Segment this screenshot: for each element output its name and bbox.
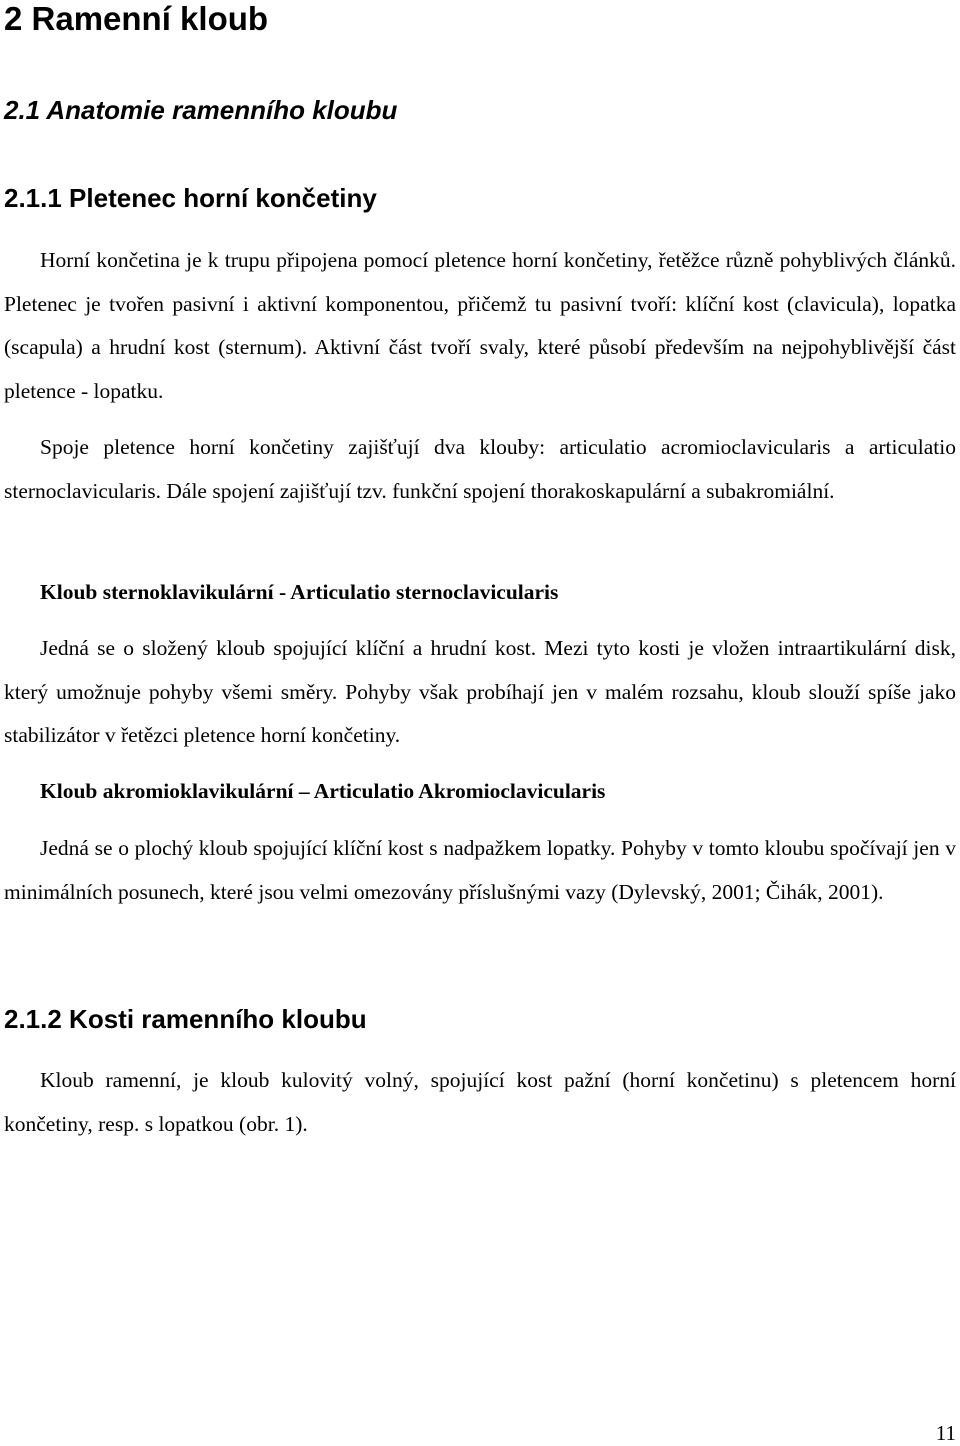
subsection-heading-kosti: 2.1.2 Kosti ramenního kloubu xyxy=(4,1004,367,1034)
chapter-heading: 2 Ramenní kloub xyxy=(4,0,269,37)
paragraph-kosti: Kloub ramenní, je kloub kulovitý volný, spojující kost pažní (horní končetinu) s pletencem horní končetiny, resp. s lopatkou (obr. 1). xyxy=(4,1068,956,1136)
subheading-sternoclavicular: Kloub sternoklavikulární - Articulatio sternoclavicularis xyxy=(40,580,559,604)
section-heading: 2.1 Anatomie ramenního kloubu xyxy=(4,95,398,125)
subsection-heading-pletenec: 2.1.1 Pletenec horní končetiny xyxy=(4,183,377,213)
page-number: 11 xyxy=(935,1421,956,1445)
paragraph-pletenec-intro: Horní končetina je k trupu připojena pomocí pletence horní končetiny, řetěžce různě pohyblivých článků. Pletenec je tvořen pasivní i aktivní komponentou, přičemž tu pasivní tvoří: klíční kost (clavicula), lopatka (scapula) a hrudní kost (sternum). Aktivní část tvoří svaly, které působí především na nejpohyblivější část pletence - lopatku. xyxy=(4,248,956,403)
paragraph-pletenec-spoje: Spoje pletence horní končetiny zajišťují dva klouby: articulatio acromioclavicularis a articulatio sternoclavicularis. Dále spojení zajišťují tzv. funkční spojení thorakoskapulární a subakromiální. xyxy=(4,435,956,503)
paragraph-sternoclavicular: Jedná se o složený kloub spojující klíční a hrudní kost. Mezi tyto kosti je vložen intraartikulární disk, který umožnuje pohyby všemi směry. Pohyby však probíhají jen v malém rozsahu, kloub slouží spíše jako stabilizátor v řetězci pletence horní končetiny. xyxy=(4,636,956,747)
subheading-acromioclavicular: Kloub akromioklavikulární – Articulatio Akromioclavicularis xyxy=(40,779,606,803)
paragraph-acromioclavicular: Jedná se o plochý kloub spojující klíční kost s nadpažkem lopatky. Pohyby v tomto kloubu spočívají jen v minimálních posunech, které jsou velmi omezovány příslušnými vazy (Dylevský, 2001; Čihák, 2001). xyxy=(4,836,956,904)
